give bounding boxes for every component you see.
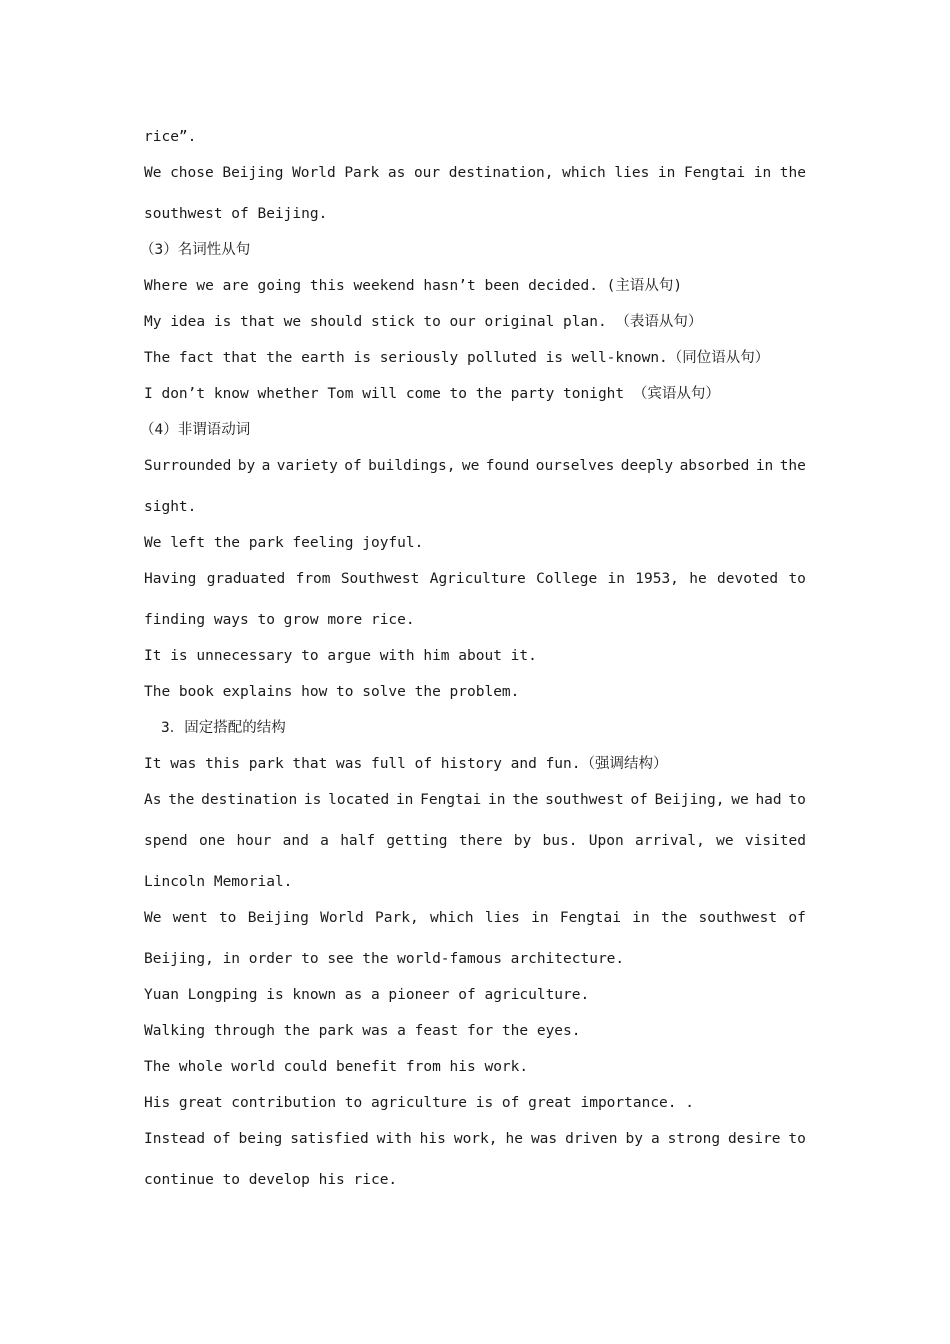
- word: half: [340, 833, 376, 849]
- word: Fengtai: [420, 792, 482, 808]
- text-line: The whole world could benefit from his work.: [144, 1059, 529, 1075]
- word: our: [413, 165, 441, 181]
- text-line: We left the park feeling joyful.: [144, 535, 424, 551]
- word: southwest: [545, 792, 624, 808]
- word: visited: [744, 833, 806, 849]
- word: a: [320, 833, 329, 849]
- text-line-justified: [144, 831, 806, 851]
- word: in: [607, 571, 625, 587]
- text-line-justified: [144, 569, 806, 589]
- word: of: [788, 910, 806, 926]
- word: had: [755, 792, 782, 808]
- text-line: I don’t know whether Tom will come to the party tonight （宾语从句）: [144, 386, 720, 402]
- word: is: [303, 792, 322, 808]
- text-line: sight.: [144, 499, 197, 515]
- section-heading: 3．固定搭配的结构: [161, 720, 286, 736]
- word: in: [488, 792, 506, 808]
- word: driven: [565, 1131, 618, 1147]
- word: World: [320, 910, 364, 926]
- word: desire: [728, 1131, 781, 1147]
- word: located: [328, 792, 390, 808]
- word: lies: [484, 910, 520, 926]
- word: Fengtai: [684, 165, 746, 181]
- word: destination,: [448, 165, 554, 181]
- word: of: [344, 458, 362, 474]
- word: of: [630, 792, 648, 808]
- word: lies: [614, 165, 650, 181]
- word: hour: [236, 833, 272, 849]
- text-line: continue to develop his rice.: [144, 1172, 398, 1188]
- word: Having: [144, 571, 197, 587]
- text-line: rice”.: [144, 129, 197, 145]
- word: which: [562, 165, 606, 181]
- word: absorbed: [679, 458, 750, 474]
- text-line: His great contribution to agriculture is of great importance. .: [144, 1095, 694, 1111]
- word: strong: [667, 1131, 721, 1147]
- word: we: [731, 792, 749, 808]
- word: in: [755, 458, 774, 474]
- text-line: The fact that the earth is seriously polluted is well-known.（同位语从句）: [144, 350, 770, 366]
- word: Park: [344, 165, 380, 181]
- text-line: My idea is that we should stick to our original plan. （表语从句）: [144, 314, 703, 330]
- word: We: [144, 910, 162, 926]
- word: the: [779, 458, 806, 474]
- word: a: [261, 458, 271, 474]
- word: satisfied: [290, 1131, 369, 1147]
- word: work,: [453, 1131, 498, 1147]
- word: in: [657, 165, 676, 181]
- word: as: [387, 165, 406, 181]
- word: his: [419, 1131, 446, 1147]
- word: to: [788, 1131, 806, 1147]
- word: As: [144, 792, 162, 808]
- text-line-justified: [144, 456, 806, 476]
- word: Surrounded: [144, 458, 232, 474]
- word: a: [650, 1131, 660, 1147]
- word: the: [168, 792, 195, 808]
- word: which: [429, 910, 474, 926]
- word: chose: [170, 165, 214, 181]
- word: with: [376, 1131, 412, 1147]
- word: arrival,: [634, 833, 705, 849]
- text-line: Yuan Longping is known as a pioneer of agriculture.: [144, 987, 590, 1003]
- word: spend: [144, 833, 188, 849]
- text-line-justified: [144, 908, 806, 928]
- word: by: [513, 833, 532, 849]
- text-line: Walking through the park was a feast for the eyes.: [144, 1023, 581, 1039]
- word: was: [530, 1131, 558, 1147]
- word: found: [485, 458, 530, 474]
- text-line: finding ways to grow more rice.: [144, 612, 415, 628]
- section-heading: （3）名词性从句: [140, 242, 251, 258]
- word: in: [395, 792, 414, 808]
- word: of: [213, 1131, 231, 1147]
- word: the: [779, 165, 806, 181]
- word: Fengtai: [559, 910, 621, 926]
- word: he: [689, 571, 707, 587]
- word: southwest: [698, 910, 778, 926]
- text-line-justified: [144, 1129, 806, 1149]
- text-line: southwest of Beijing.: [144, 206, 328, 222]
- word: in: [753, 165, 772, 181]
- word: Park,: [375, 910, 419, 926]
- word: Instead: [144, 1131, 206, 1147]
- text-line: Beijing, in order to see the world-famous architecture.: [144, 951, 625, 967]
- text-line: It is unnecessary to argue with him about it.: [144, 648, 537, 664]
- word: from: [295, 571, 331, 587]
- word: the: [661, 910, 688, 926]
- word: bus.: [542, 833, 578, 849]
- word: we: [716, 833, 734, 849]
- word: destination: [201, 792, 298, 808]
- word: 1953,: [635, 571, 679, 587]
- word: to: [788, 571, 806, 587]
- word: Agriculture: [429, 571, 526, 587]
- word: graduated: [206, 571, 286, 587]
- text-line: Lincoln Memorial.: [144, 874, 293, 890]
- word: Beijing: [222, 165, 284, 181]
- word: devoted: [717, 571, 779, 587]
- word: we: [461, 458, 480, 474]
- word: to: [788, 792, 806, 808]
- section-heading: （4）非谓语动词: [140, 422, 251, 438]
- word: he: [505, 1131, 523, 1147]
- word: by: [237, 458, 256, 474]
- word: Upon: [588, 833, 624, 849]
- word: variety: [276, 458, 338, 474]
- word: the: [512, 792, 539, 808]
- word: in: [632, 910, 650, 926]
- word: buildings,: [368, 458, 456, 474]
- word: deeply: [620, 458, 674, 474]
- word: there: [458, 833, 503, 849]
- text-line-justified: [144, 163, 806, 183]
- text-line: Where we are going this weekend hasn’t been decided. (主语从句): [144, 278, 683, 294]
- text-line: The book explains how to solve the problem.: [144, 684, 520, 700]
- word: Beijing: [247, 910, 309, 926]
- word: getting: [386, 833, 448, 849]
- word: in: [531, 910, 549, 926]
- word: being: [238, 1131, 283, 1147]
- word: ourselves: [535, 458, 615, 474]
- word: Beijing,: [654, 792, 725, 808]
- text-line-justified: [144, 790, 806, 810]
- word: College: [536, 571, 598, 587]
- word: and: [282, 833, 309, 849]
- word: to: [218, 910, 237, 926]
- word: one: [198, 833, 226, 849]
- word: Southwest: [340, 571, 420, 587]
- text-line: It was this park that was full of history and fun.（强调结构）: [144, 756, 668, 772]
- word: went: [172, 910, 208, 926]
- word: We: [144, 165, 162, 181]
- word: by: [625, 1131, 643, 1147]
- word: World: [292, 165, 336, 181]
